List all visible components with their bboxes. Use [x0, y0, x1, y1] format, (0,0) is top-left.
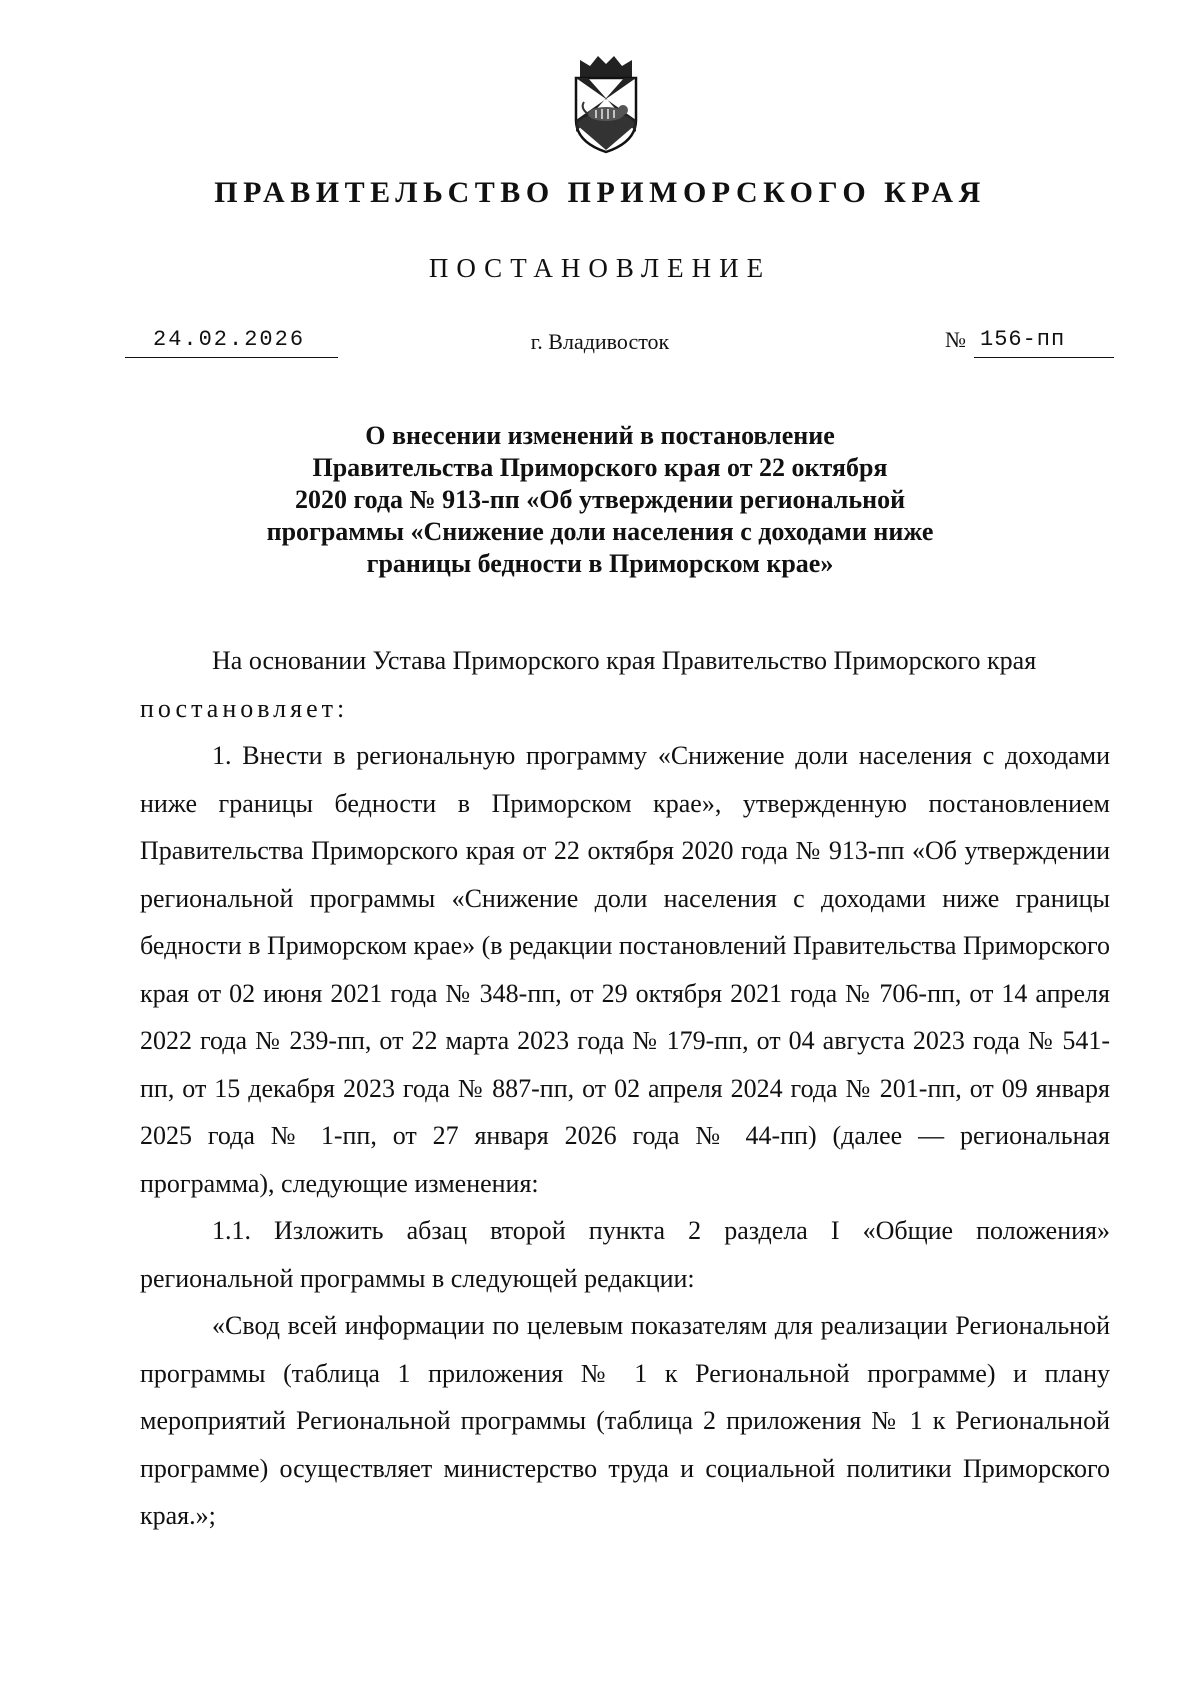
document-city: г. Владивосток: [530, 329, 670, 354]
document-heading: [150, 420, 1050, 580]
organization-title: ПРАВИТЕЛЬСТВО ПРИМОРСКОГО КРАЯ: [214, 176, 986, 209]
preamble-paragraph: На основании Устава Приморского края Правительство Приморского края: [212, 646, 1037, 675]
coat-of-arms-icon: [566, 52, 646, 156]
number-sign: №: [945, 327, 966, 352]
quote-paragraph: «Свод всей информации по целевым показателям для реализации Региональной программы (таблица 1 приложения № 1 к Региональной программе) и плану мероприятий Региональной программы (таблица 2 приложения № 1 к Региональной программе) осуществляет министерство труда и социальной политики Приморского края.»;: [140, 1311, 1110, 1530]
heading-line: границы бедности в Приморском крае»: [366, 549, 834, 578]
heading-line: 2020 года № 913-пп «Об утверждении региональной: [294, 485, 906, 514]
heading-line: программы «Снижение доли населения с доходами ниже: [266, 517, 934, 546]
document-body: [140, 637, 1110, 1540]
heading-line: Правительства Приморского края от 22 октября: [312, 453, 888, 482]
document-number: 156-пп: [974, 326, 1114, 358]
item-1-1-paragraph: 1.1. Изложить абзац второй пункта 2 раздела I «Общие положения» региональной программы в следующей редакции:: [140, 1216, 1110, 1293]
resolves-paragraph: постановляет:: [140, 693, 349, 723]
document-date: 24.02.2026: [125, 326, 338, 358]
document-number-block: [945, 326, 1114, 358]
item-1-paragraph: 1. Внести в региональную программу «Снижение доли населения с доходами ниже границы бедности в Приморском крае», утвержденную постановлением Правительства Приморского края от 22 октября 2020 года № 913-пп «Об утверждении региональной программы «Снижение доли населения с доходами ниже границы бедности в Приморском крае» (в редакции постановлений Правительства Приморского края от 02 июня 2021 года № 348-пп, от 29 октября 2021 года № 706-пп, от 14 апреля 2022 года № 239-пп, от 22 марта 2023 года № 179-пп, от 04 августа 2023 года № 541-пп, от 15 декабря 2023 года № 887-пп, от 02 апреля 2024 года № 201-пп, от 09 января 2025 года № 1-пп, от 27 января 2026 года № 44-пп) (далее — региональная программа), следующие изменения:: [140, 741, 1110, 1198]
document-type: ПОСТАНОВЛЕНИЕ: [428, 253, 772, 283]
heading-line: О внесении изменений в постановление: [365, 421, 835, 450]
